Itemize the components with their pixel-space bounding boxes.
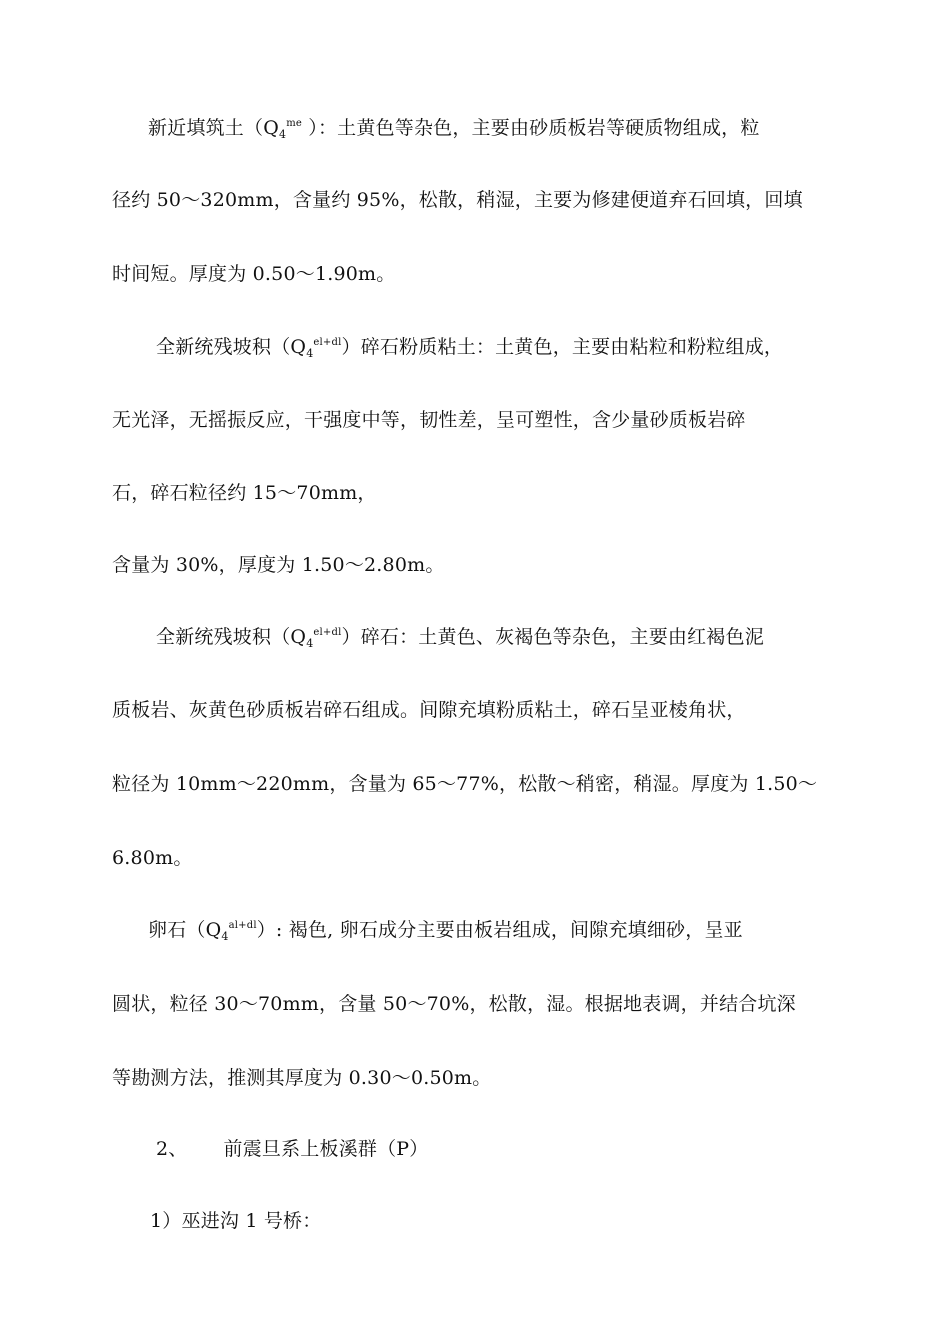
p1-line1-text-a: 新近填筑土（Q [148,117,279,139]
p4-line-1 [148,918,743,946]
p2-line-4: 含量为 30%，厚度为 1.50～2.80m。 [112,554,445,576]
p4-line-2: 圆状，粒径 30～70mm，含量 50～70%，松散，湿。根据地表调，并结合坑深 [112,993,796,1015]
p3-line1-subscript: 4 [306,637,314,650]
p1-line-2: 径约 50～320mm，含量约 95%，松散，稍湿，主要为修建便道弃石回填，回填 [112,189,803,211]
p4-line1-text-b: ）: 褐色, 卵石成分主要由板岩组成，间隙充填细砂，呈亚 [256,919,743,941]
section-heading-2 [156,1137,429,1161]
section-heading-title: 前震旦系上板溪群（P） [223,1138,429,1160]
p1-line1-text-b: ）：土黄色等杂色，主要由砂质板岩等硬质物组成，粒 [302,117,760,139]
p2-line1-text-b: ）碎石粉质粘土：土黄色，主要由粘粒和粉粒组成， [341,336,784,358]
p2-line-3: 石，碎石粒径约 15～70mm， [112,482,377,504]
p3-line1-text-b: ）碎石：土黄色、灰褐色等杂色，主要由红褐色泥 [341,626,764,648]
p4-line1-superscript: al+dl [228,920,257,931]
p4-line1-text-a: 卵石（Q [148,919,222,941]
p3-line-4: 6.80m。 [112,847,193,869]
p3-line1-superscript: el+dl [313,627,342,638]
p4-line1-subscript: 4 [221,930,229,943]
p3-line-2: 质板岩、灰黄色砂质板岩碎石组成。间隙充填粉质粘土，碎石呈亚棱角状， [112,699,746,721]
p2-line1-subscript: 4 [306,347,314,360]
p2-line1-text-a: 全新统残坡积（Q [156,336,307,358]
p1-line1-superscript: me [286,118,302,129]
p1-line-1 [148,116,760,144]
p2-line-2: 无光泽，无摇振反应，干强度中等，韧性差，呈可塑性，含少量砂质板岩碎 [112,409,746,431]
subsection-heading-1: 1）巫进沟 1 号桥： [150,1210,322,1232]
p2-line1-superscript: el+dl [313,337,342,348]
section-heading-number: 2、 [156,1138,188,1160]
p2-line-1 [156,335,783,363]
p3-line-3: 粒径为 10mm～220mm，含量为 65～77%，松散～稍密，稍湿。厚度为 1.50～ [112,773,818,795]
p1-line-3: 时间短。厚度为 0.50～1.90m。 [112,263,396,285]
p3-line1-text-a: 全新统残坡积（Q [156,626,307,648]
p4-line-3: 等勘测方法，推测其厚度为 0.30～0.50m。 [112,1067,492,1089]
p1-line1-subscript: 4 [278,128,287,141]
p3-line-1 [156,625,764,653]
